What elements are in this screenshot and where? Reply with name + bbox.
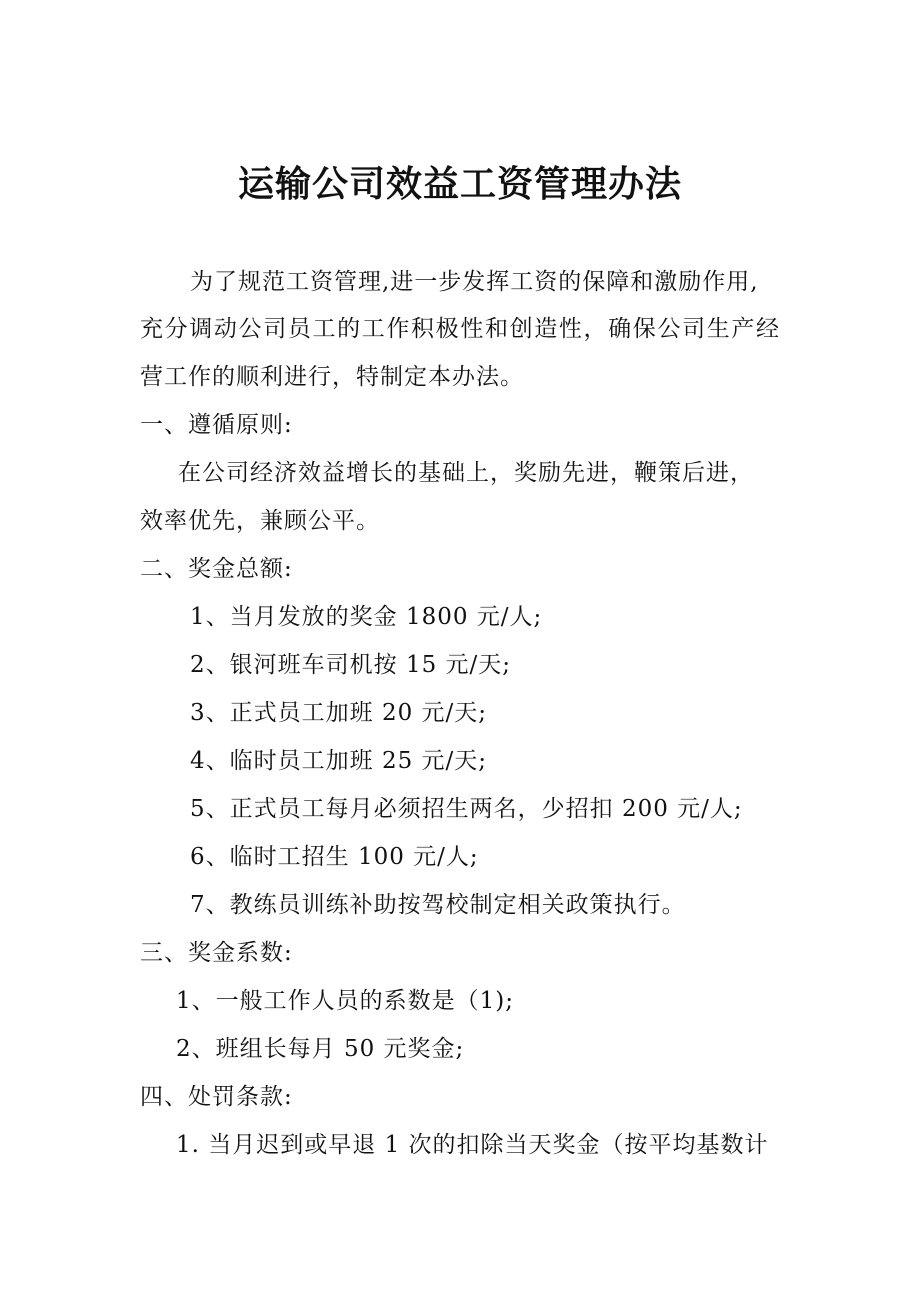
section-2-item-6: 6、临时工招生 100 元/人;	[190, 844, 479, 870]
intro-line-1: 为了规范工资管理,进一步发挥工资的保障和激励作用,	[190, 269, 759, 295]
intro-line-3: 营工作的顺利进行，特制定本办法。	[140, 364, 524, 390]
section-1-heading: 一、遵循原则:	[140, 412, 293, 438]
section-3-item-2: 2、班组长每月 50 元奖金;	[176, 1036, 465, 1062]
section-2-item-4: 4、临时员工加班 25 元/天;	[190, 748, 488, 774]
section-2-item-5: 5、正式员工每月必须招生两名，少招扣 200 元/人;	[190, 796, 743, 822]
section-2-item-3: 3、正式员工加班 20 元/天;	[190, 700, 488, 726]
page-title: 运输公司效益工资管理办法	[237, 164, 682, 205]
section-4-item-1: 1. 当月迟到或早退 1 次的扣除当天奖金（按平均基数计	[176, 1132, 769, 1158]
section-2-item-1: 1、当月发放的奖金 1800 元/人;	[190, 604, 543, 630]
section-2-item-2: 2、银河班车司机按 15 元/天;	[190, 652, 512, 678]
section-2-item-7: 7、教练员训练补助按驾校制定相关政策执行。	[190, 892, 686, 918]
intro-line-2: 充分调动公司员工的工作积极性和创造性，确保公司生产经	[140, 316, 780, 342]
section-3-heading: 三、奖金系数:	[140, 940, 293, 966]
section-4-heading: 四、处罚条款:	[140, 1084, 293, 1110]
section-2-heading: 二、奖金总额:	[140, 556, 293, 582]
section-1-body-line-2: 效率优先，兼顾公平。	[140, 508, 380, 534]
section-3-item-1: 1、一般工作人员的系数是（1);	[176, 988, 514, 1014]
section-1-body-line-1: 在公司经济效益增长的基础上，奖励先进，鞭策后进，	[178, 460, 754, 486]
